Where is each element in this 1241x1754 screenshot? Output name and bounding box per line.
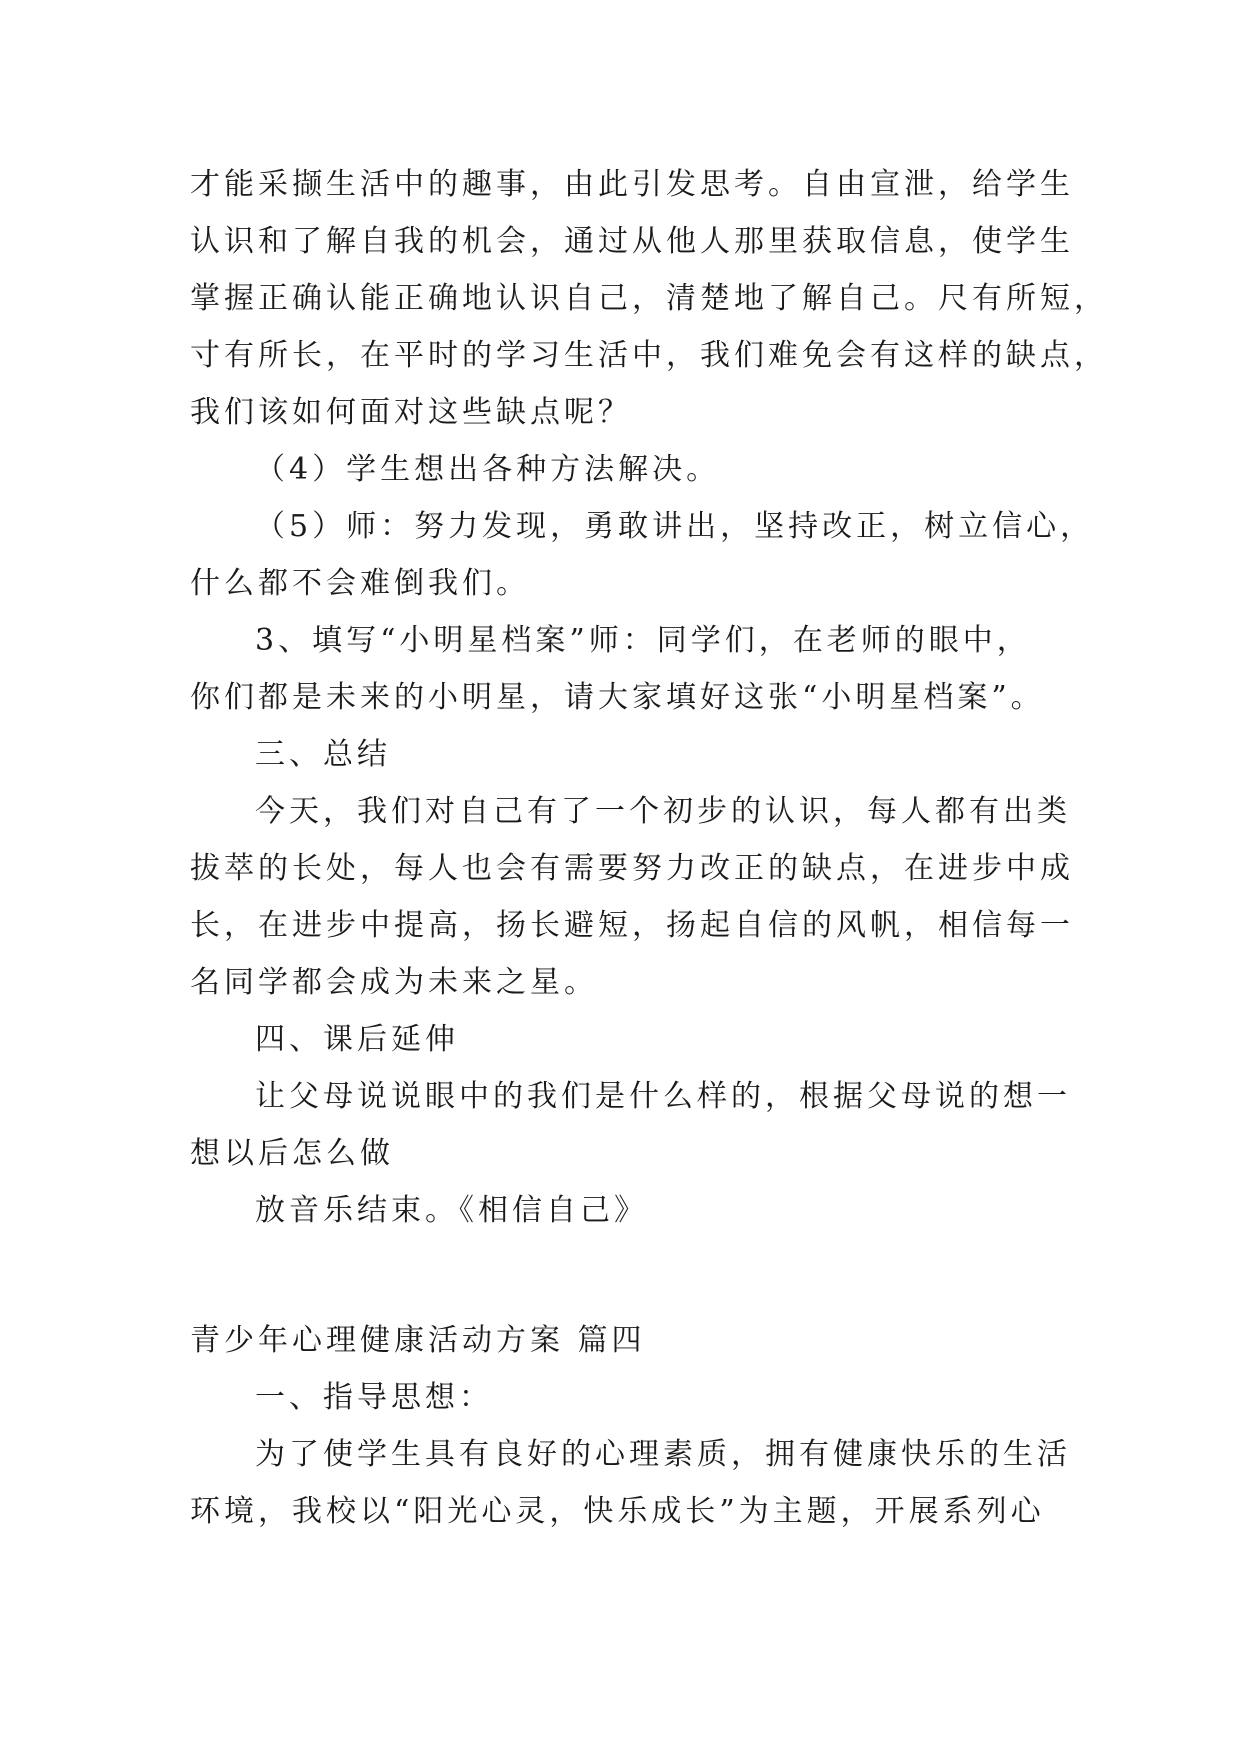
paragraph-line: 长，在进步中提高，扬长避短，扬起自信的风帆，相信每一 — [190, 908, 1074, 943]
paragraph-line: 寸有所长，在平时的学习生活中，我们难免会有这样的缺点， — [190, 338, 1108, 373]
paragraph-line: 环境，我校以“阳光心灵，快乐成长”为主题，开展系列心 — [190, 1494, 1045, 1529]
paragraph-line: 我们该如何面对这些缺点呢？ — [190, 395, 632, 430]
step-5-line: （5）师：努力发现，勇敢讲出，坚持改正，树立信心， — [255, 509, 1095, 544]
paragraph-line: 拔萃的长处，每人也会有需要努力改正的缺点，在进步中成 — [190, 851, 1074, 886]
paragraph-line: 今天，我们对自己有了一个初步的认识，每人都有出类 — [255, 794, 1071, 829]
paragraph-line: 想以后怎么做 — [190, 1136, 394, 1171]
paragraph-line: 让父母说说眼中的我们是什么样的，根据父母说的想一 — [255, 1079, 1071, 1114]
paragraph-line: 认识和了解自我的机会，通过从他人那里获取信息，使学生 — [190, 224, 1074, 259]
step-3-line: 3、填写“小明星档案”师：同学们，在老师的眼中， — [255, 623, 1031, 658]
paragraph-line: 名同学都会成为未来之星。 — [190, 965, 598, 1000]
paragraph-line: 为了使学生具有良好的心理素质，拥有健康快乐的生活 — [255, 1437, 1071, 1472]
article-title: 青少年心理健康活动方案 篇四 — [190, 1323, 646, 1358]
paragraph-line: 你们都是未来的小明星，请大家填好这张“小明星档案”。 — [190, 680, 1045, 715]
paragraph-line: 才能采撷生活中的趣事，由此引发思考。自由宣泄，给学生 — [190, 167, 1074, 202]
section-heading-guiding-thought: 一、指导思想： — [255, 1380, 493, 1415]
paragraph-line: 掌握正确认能正确地认识自己，清楚地了解自己。尺有所短， — [190, 281, 1108, 316]
paragraph-line: 什么都不会难倒我们。 — [190, 566, 530, 601]
step-4-line: （4）学生想出各种方法解决。 — [255, 452, 721, 487]
paragraph-line: 放音乐结束。《相信自己》 — [255, 1193, 648, 1228]
section-heading-extension: 四、课后延伸 — [255, 1022, 459, 1057]
section-heading-summary: 三、总结 — [255, 737, 391, 772]
